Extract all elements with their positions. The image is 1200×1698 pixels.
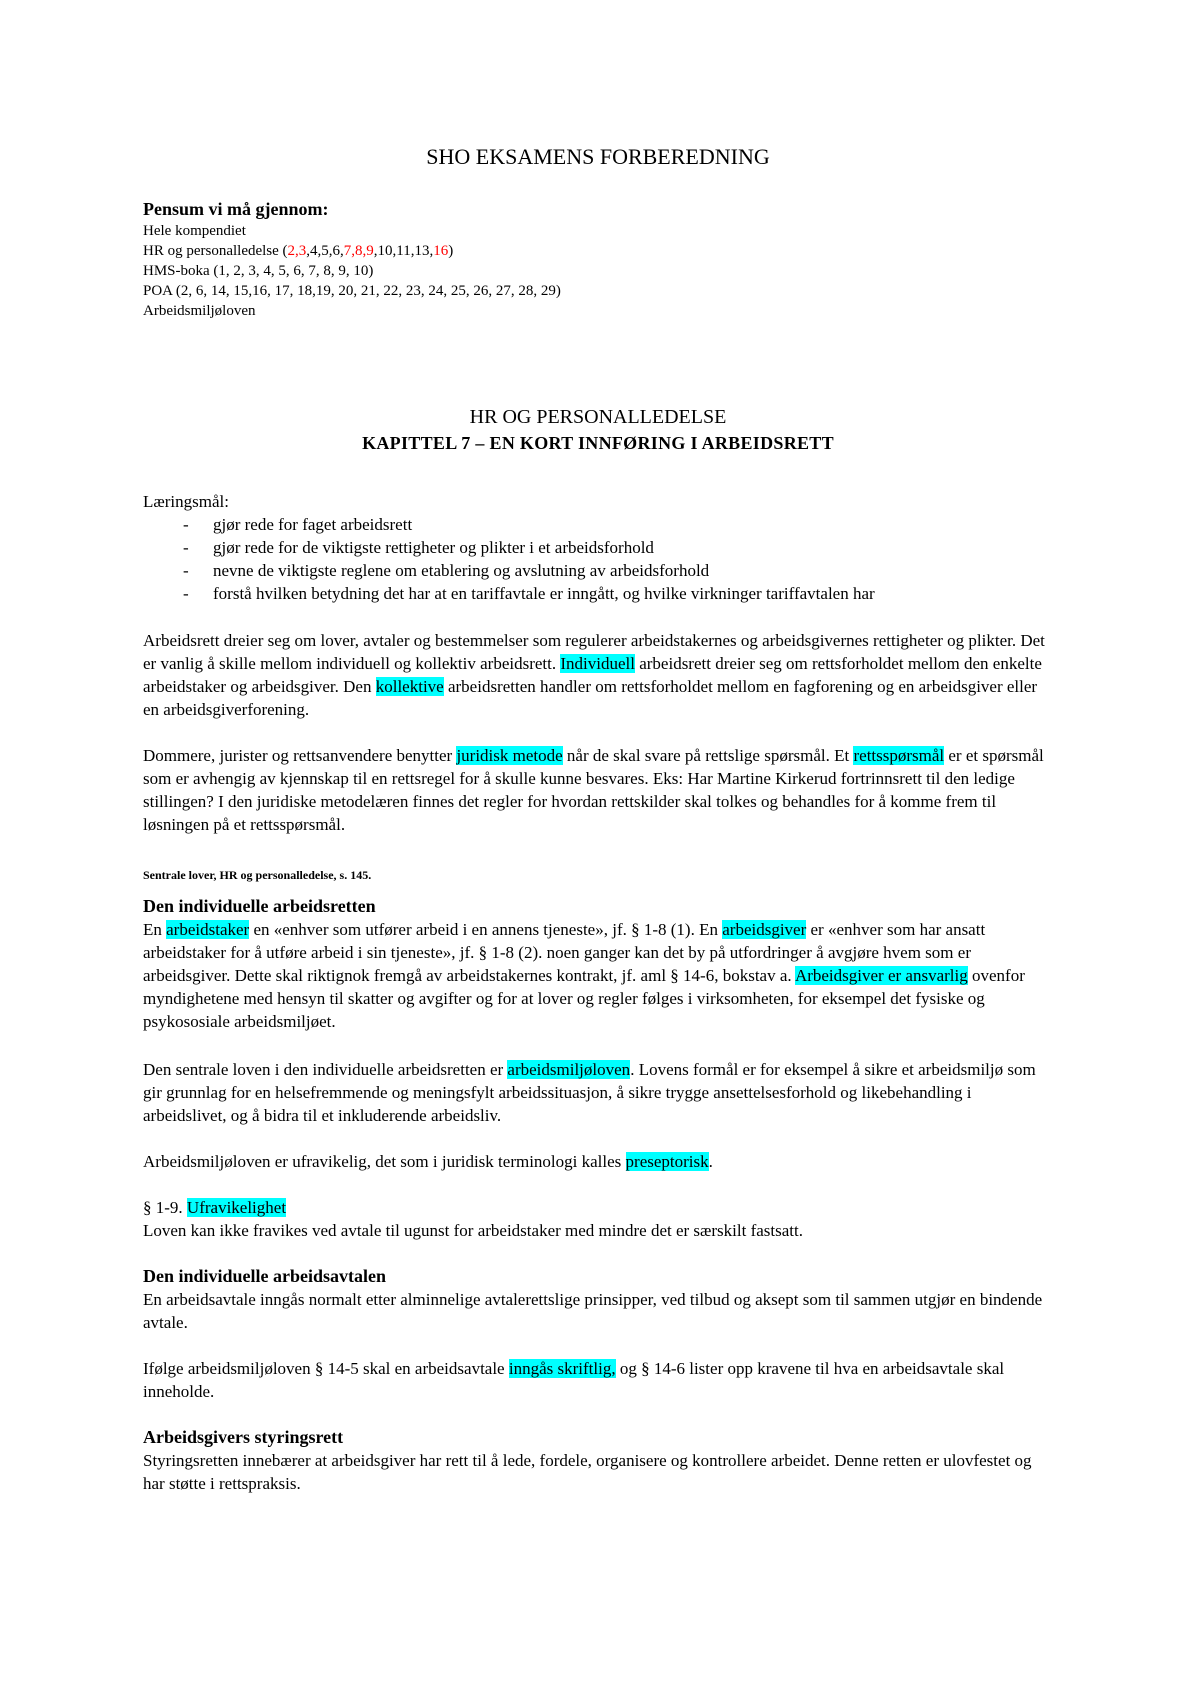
paragraph-arbeidsrett [143, 629, 1053, 721]
pensum-section [143, 198, 1053, 321]
pensum-text: ) [448, 243, 454, 259]
text: når de skal svare på rettslige spørsmål. Et [562, 746, 854, 765]
section-ref [143, 1196, 1053, 1219]
list-item: - nevne de viktigste reglene om etablering og avslutning av arbeidsforhold [143, 559, 1053, 582]
paragraph-skriftlig [143, 1357, 1053, 1403]
paragraph-arbeidsmiljoloven [143, 1058, 1053, 1127]
section-title: HR OG PERSONALLEDELSE [469, 406, 727, 428]
paragraph-preseptorisk [143, 1150, 1053, 1173]
highlight: kollektive [375, 677, 444, 696]
learning-goals-label: Læringsmål: [143, 492, 229, 511]
highlight: arbeidstaker [166, 920, 250, 939]
list-item: - forstå hvilken betydning det har at en tariffavtale er inngått, og hvilke virkninger tariffavtalen har [143, 582, 1053, 605]
text: Dommere, jurister og rettsanvendere benytter [143, 746, 457, 765]
text: En arbeidsavtale inngås normalt etter alminnelige avtalerettslige prinsipper, ved tilbud og aksept som til sammen utgjør en bindende avtale. [143, 1290, 1043, 1332]
text: § 1-9. [143, 1198, 187, 1217]
text: Den sentrale loven i den individuelle arbeidsretten er [143, 1060, 508, 1079]
pensum-line: HMS-boka (1, 2, 3, 4, 5, 6, 7, 8, 9, 10) [143, 263, 374, 279]
pensum-text: ,4,5,6, [306, 243, 344, 259]
highlight: arbeidsgiver [722, 920, 807, 939]
paragraph-ufravikelighet [143, 1196, 1053, 1242]
highlight: Individuell [560, 654, 635, 673]
pensum-red-text: 7,8,9 [343, 243, 374, 259]
paragraph-arbeidstaker [143, 918, 1053, 1033]
subheading: Arbeidsgivers styringsrett [143, 1427, 344, 1447]
pensum-red-text: 16 [433, 243, 449, 259]
highlight: inngås skriftlig, [508, 1359, 616, 1378]
pensum-line-hr [143, 241, 1053, 261]
text: En [143, 920, 167, 939]
learning-goals [143, 490, 1053, 605]
highlight: juridisk metode [456, 746, 563, 765]
highlight: Arbeidsgiver er ansvarlig [794, 966, 968, 985]
learning-goals-list [143, 513, 1053, 605]
pensum-text: HR og personalledelse ( [143, 243, 288, 259]
subheading: Den individuelle arbeidsavtalen [143, 1266, 387, 1286]
pensum-line: Hele kompendiet [143, 223, 246, 239]
chapter-title: KAPITTEL 7 – EN KORT INNFØRING I ARBEIDSRETT [362, 433, 834, 453]
text: er «enhver som har ansatt arbeidstaker for å utføre arbeid i sin tjeneste», jf. § 1-8 (2). noen ganger kan det by på utfordringer å avgjøre hvem som er arbeidsgiver. Dette skal riktignok fremgå av arbeidstakernes kontrakt, jf. aml § 14-6, bokstav a. [143, 920, 986, 985]
pensum-line: POA (2, 6, 14, 15,16, 17, 18,19, 20, 21, 22, 23, 24, 25, 26, 27, 28, 29) [143, 283, 561, 299]
highlight: preseptorisk [625, 1152, 709, 1171]
text: ovenfor myndighetene med hensyn til skatter og avgifter og for at lover og regler følges i virksomheten, for eksempel det fysiske og psykososiale arbeidsmiljøet. [143, 966, 1025, 1031]
section-arbeidsavtalen [143, 1265, 1053, 1334]
paragraph-juridisk-metode [143, 744, 1053, 836]
highlight: rettsspørsmål [853, 746, 945, 765]
text: . Lovens formål er for eksempel å sikre et arbeidsmiljø som gir grunnlag for en helsefremmende og meningsfylt arbeidssituasjon, å sikre trygge ansettelsesforhold og likebehandling i arbeidslivet, og å bidra til et inkluderende arbeidsliv. [143, 1060, 1036, 1125]
pensum-text: ,10,11,13, [373, 243, 434, 259]
text: og § 14-6 lister opp kravene til hva en arbeidsavtale skal inneholde. [143, 1359, 1005, 1401]
text: Loven kan ikke fravikes ved avtale til ugunst for arbeidstaker med mindre det er særskilt fastsatt. [143, 1221, 803, 1240]
highlight: arbeidsmiljøloven [507, 1060, 631, 1079]
text: arbeidsrett dreier seg om rettsforholdet mellom den enkelte arbeidstaker og arbeidsgiver. Den [143, 654, 1042, 696]
pensum-heading: Pensum vi må gjennom: [143, 199, 329, 219]
section-heading [143, 404, 1053, 456]
pensum-list [143, 221, 1053, 321]
list-item: - gjør rede for de viktigste rettigheter og plikter i et arbeidsforhold [143, 536, 1053, 559]
text: Arbeidsrett dreier seg om lover, avtaler og bestemmelser som regulerer arbeidstakernes og arbeidsgivernes rettigheter og plikter. Det er vanlig å skille mellom individuell og kollektiv arbeidsrett. [143, 631, 1045, 673]
list-item: - gjør rede for faget arbeidsrett [143, 513, 1053, 536]
section-styringsrett [143, 1426, 1053, 1495]
subheading: Den individuelle arbeidsretten [143, 896, 376, 916]
text: Ifølge arbeidsmiljøloven § 14-5 skal en arbeidsavtale [143, 1359, 509, 1378]
pensum-line: Arbeidsmiljøloven [143, 303, 256, 319]
text: Styringsretten innebærer at arbeidsgiver har rett til å lede, fordele, organisere og kontrollere arbeidet. Denne retten er ulovfestet og har støtte i rettspraksis. [143, 1451, 1032, 1493]
text: er et spørsmål som er avhengig av kjennskap til en rettsregel for å skulle kunne besvares. Eks: Har Martine Kirkerud fortrinnsrett til den ledige stillingen? I den juridiske metodelæren finnes det regler for hvordan rettskilder skal tolkes og behandles for å komme frem til løsningen på et rettsspørsmål. [143, 746, 1044, 834]
text: Arbeidsmiljøloven er ufravikelig, det som i juridisk terminologi kalles [143, 1152, 626, 1171]
text: . [708, 1152, 713, 1171]
pensum-red-text: 2,3 [287, 243, 307, 259]
text: en «enhver som utfører arbeid i en annens tjeneste», jf. § 1-8 (1). En [249, 920, 723, 939]
caption: Sentrale lover, HR og personalledelse, s. 145. [143, 868, 372, 882]
document-title: SHO EKSAMENS FORBEREDNING [426, 144, 770, 169]
text: arbeidsretten handler om rettsforholdet mellom en fagforening og en arbeidsgiver eller en arbeidsgiverforening. [143, 677, 1038, 719]
highlight: Ufravikelighet [186, 1198, 287, 1217]
section-individuelle-arbeidsretten [143, 895, 1053, 1033]
